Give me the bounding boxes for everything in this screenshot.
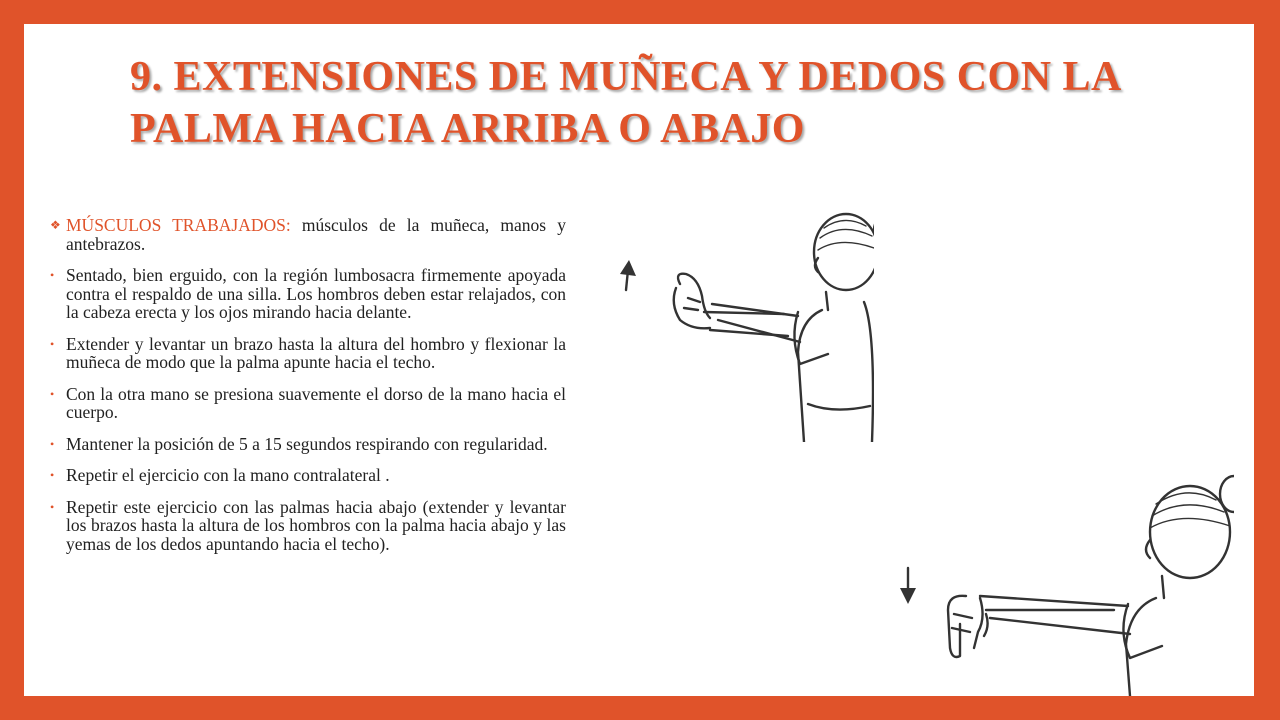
step-text: Mantener la posición de 5 a 15 segundos respirando con regularidad. xyxy=(66,433,548,454)
step-text: Extender y levantar un brazo hasta la altura del hombro y flexionar la muñeca de modo que la palma apunte hacia el techo. xyxy=(66,333,566,372)
down-arrow-icon xyxy=(900,568,916,604)
up-arrow-icon xyxy=(620,260,636,290)
list-item xyxy=(50,265,566,322)
step-text: Sentado, bien erguido, con la región lumbosacra firmemente apoyada contra el respaldo de una silla. Los hombros deben estar relajados, con la cabeza erecta y los ojos mirando hacia delante. xyxy=(66,265,566,322)
dot-bullet-icon: • xyxy=(50,499,55,514)
muscles-worked-label: MÚSCULOS TRABAJADOS: xyxy=(66,215,291,235)
woman-palm-up-illustration xyxy=(614,192,874,442)
woman-palm-down-illustration xyxy=(894,448,1234,696)
list-item xyxy=(50,383,566,422)
step-text: Repetir el ejercicio con la mano contralateral . xyxy=(66,465,390,485)
dot-bullet-icon: • xyxy=(50,336,55,351)
step-text: Con la otra mano se presiona suavemente el dorso de la mano hacia el cuerpo. xyxy=(66,383,566,422)
step-text: Repetir este ejercicio con las palmas hacia abajo (extender y levantar los brazos hasta la altura de los hombros con la palma hacia abajo y las yemas de los dedos apuntando hacia el techo). xyxy=(66,496,566,554)
list-item xyxy=(50,465,566,485)
dot-bullet-icon: • xyxy=(50,468,55,482)
list-item xyxy=(50,496,566,554)
dot-bullet-icon: • xyxy=(50,436,55,451)
list-item xyxy=(50,333,566,372)
slide-title: 9. EXTENSIONES DE MUÑECA Y DEDOS CON LA PALMA HACIA ARRIBA O ABAJO xyxy=(130,54,1120,152)
slide xyxy=(24,24,1254,696)
diamond-bullet-icon: ❖ xyxy=(50,218,61,232)
dot-bullet-icon: • xyxy=(50,268,55,282)
muscles-worked-text: músculos de la muñeca, manos y antebrazos. xyxy=(66,215,566,254)
dot-bullet-icon: • xyxy=(50,386,55,401)
muscles-worked-item xyxy=(50,215,566,254)
exercise-instructions xyxy=(50,215,566,566)
list-item xyxy=(50,433,566,454)
